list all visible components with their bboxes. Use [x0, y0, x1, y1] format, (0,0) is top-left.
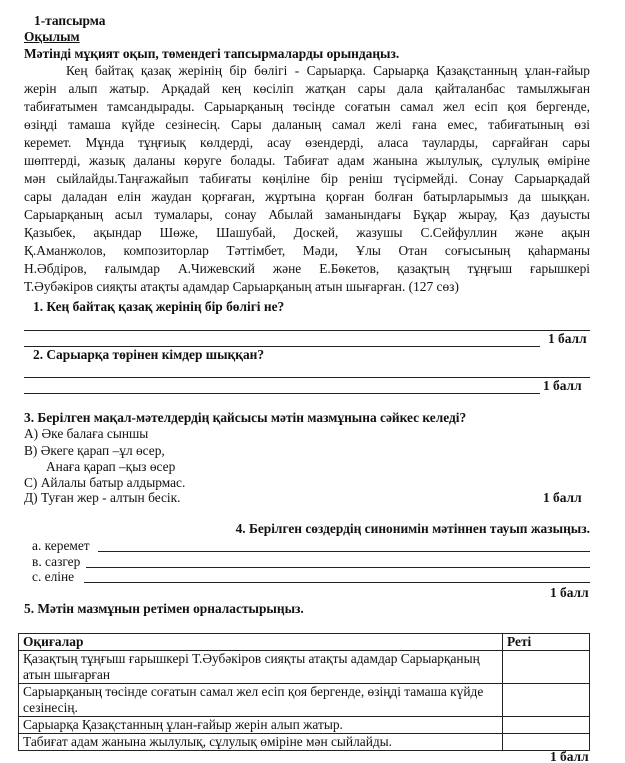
score-1: 1 балл [548, 331, 587, 346]
passage-line: сары даладан елін жаудан қорғаған, жұртына қорған болған батырларымыз да шыққан. [24, 189, 590, 204]
question-2: 2. Сарыарқа төрінен кімдер шыққан? [33, 347, 265, 362]
passage-line: мән сыйлайды.Таңғажайып табиғаты көңіліне бір реніш түсірмейді. Сонау Сарыарқадай [24, 171, 590, 186]
task-title: 1-тапсырма [34, 13, 106, 28]
passage-line: Қазыбек, ақындар Шөже, Шашубай, Доскей, жазушы С.Сейфуллин және ақын [24, 225, 590, 240]
option-c: С) Айлалы батыр алдырмас. [24, 475, 186, 490]
passage-line: өзіңді тамаша күйде сезінесің. Сары даланың самал желі ғана емес, табиғатының өзі [24, 117, 590, 132]
question-4: 4. Берілген сөздердің синонимін мәтіннен тауып жазыңыз. [235, 521, 590, 536]
option-b-cont: Анаға қарап –қыз өсер [46, 459, 176, 474]
passage-line: Т.Әубәкіров сияқты атақты адамдар Сарыарқаның атын шығарған. (127 сөз) [24, 279, 459, 294]
answer-line-4a[interactable] [98, 551, 590, 552]
event-text: Табиғат адам жанына жылулық, сұлулық өміріне мән сыйлайды. [19, 734, 503, 751]
section-title: Оқылым [24, 29, 80, 44]
item-c: с. еліне [32, 569, 75, 584]
score-3: 1 балл [543, 490, 582, 505]
item-a: а. керемет [32, 538, 90, 553]
question-3: 3. Берілген мақал-мәтелдердің қайсысы мәтін мазмұнына сәйкес келеді? [24, 410, 467, 425]
ordering-table [18, 633, 590, 751]
table-row [19, 684, 590, 717]
passage-line: Кең байтақ қазақ жерінің бір бөлігі - Сарыарқа. Сарыарқа Қазақстанның ұлан-ғайыр [66, 63, 590, 78]
header-order: Реті [503, 634, 590, 651]
option-b: В) Әкеге қарап –ұл өсер, [24, 443, 165, 458]
passage-line: жерін алып жатыр. Арқадай кең көсіліп жатқан сары дала қайталанбас тамылжыған [24, 81, 590, 96]
table-row [19, 734, 590, 751]
passage-line: Н.Әбдіров, ғалымдар А.Чижевский және Е.Бөкетов, қазақтың тұңғыш ғарышкері [24, 261, 590, 276]
answer-line-2b[interactable] [24, 393, 540, 394]
event-text: Сарыарқа Қазақстанның ұлан-ғайыр жерін алып жатыр. [19, 717, 503, 734]
order-cell[interactable] [503, 651, 590, 684]
table-row [19, 717, 590, 734]
order-cell[interactable] [503, 717, 590, 734]
event-text: Сарыарқаның төсінде соғатын самал жел есіп қоя бергенде, өзіңді тамаша күйде сезінесің. [19, 684, 503, 717]
answer-line-1a[interactable] [24, 330, 590, 331]
answer-line-4c[interactable] [84, 582, 590, 583]
order-cell[interactable] [503, 734, 590, 751]
passage-line: керемет. Мұнда тұңғиық көлдерді, асау өзендерді, аласа тауларды, сарғайған сары [24, 135, 590, 150]
passage-line: табиғатымен тамсандырады. Сарыарқаның төсінде соғатын самал жел есіп қоя бергенде, [24, 99, 590, 114]
table-row [19, 651, 590, 684]
passage-line: Қ.Аманжолов, композиторлар Тәттімбет, Мәди, Ұлы Отан соғысының қаһарманы [24, 243, 590, 258]
passage-line: шөптерді, жазық даланы көруге болады. Табиғат адам жанына жылулық, сұлулық өміріне [24, 153, 590, 168]
score-5: 1 балл [550, 749, 589, 763]
event-text: Қазақтың тұңғыш ғарышкері Т.Әубәкіров сияқты атақты адамдар Сарыарқаның атын шығарған [19, 651, 503, 684]
question-5: 5. Мәтін мазмұнын ретімен орналастырыңыз. [24, 601, 304, 616]
score-4: 1 балл [550, 585, 589, 600]
question-1: 1. Кең байтақ қазақ жерінің бір бөлігі не? [33, 299, 285, 314]
header-events: Оқиғалар [19, 634, 503, 651]
answer-line-4b[interactable] [86, 567, 590, 568]
passage-line: Сарыарқаның асыл тумалары, сонау Абылай заманындағы Бұқар жырау, Қаз дауысты [24, 207, 590, 222]
option-d: Д) Туған жер - алтын бесік. [24, 490, 181, 505]
order-cell[interactable] [503, 684, 590, 717]
item-b: в. сазгер [32, 554, 81, 569]
instruction: Мәтінді мұқият оқып, төмендегі тапсырмаларды орындаңыз. [24, 46, 400, 61]
answer-line-2a[interactable] [24, 377, 590, 378]
option-a: А) Әке балаға сыншы [24, 426, 149, 441]
score-2: 1 балл [543, 378, 582, 393]
